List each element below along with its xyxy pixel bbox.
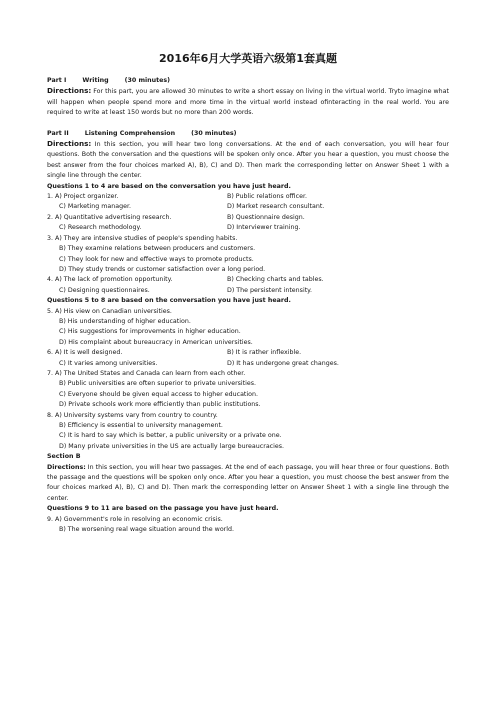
part2-name: Listening Comprehension [84,129,176,137]
choice: D) Interviewer training. [227,224,301,232]
question-9: 9. A) Government's role in resolving an economic crisis. [47,515,223,523]
question-7: 7. A) The United States and Canada can learn from each other. [47,369,246,377]
choice: B) Public relations officer. [227,193,307,201]
choice: B) Efficiency is essential to university management. [59,422,223,429]
choice: D) Many private universities in the US are actually large bureaucracies. [59,442,285,450]
question-1-cont [47,202,449,212]
question-2-cont [47,223,449,233]
choice: B) The worsening real wage situation around the world. [59,526,235,534]
part2-label: Part II [47,129,69,137]
choice: D) Market research consultant. [227,203,325,211]
choice: 2. A) Quantitative advertising research. [47,213,172,221]
choice: C) His suggestions for improvements in higher education. [59,328,241,336]
part2-directions [47,139,449,182]
part1-heading [47,76,449,86]
part2-heading [47,129,449,139]
choice: 4. A) The lack of promotion opportunity. [47,276,173,284]
part1-directions [47,86,449,118]
question-8: 8. A) University systems vary from country to country. [47,411,218,419]
choice: C) Research methodology. [59,224,142,232]
question-group-heading: Questions 9 to 11 are based on the passage you have just heard. [47,505,279,513]
part2-directions-label: Directions: [47,139,92,149]
choice: B) They examine relations between producers and customers. [59,245,256,253]
section-b-heading: Section B [47,453,81,461]
choice: C) Marketing manager. [59,203,131,211]
part2-directions-text: In this section, you will hear two long conversations. At the end of each conversation, you will hear four questions. Both the conversation and the questions will be spoken only once. After you hear a question, you must choose the best answer from the four choices marked A), B), C) and D). Then mark the corresponding letter on Answer Sheet 1 with a single line through the center. [47,141,449,180]
choice: C) Designing questionnaires. [59,286,150,294]
choice: C) It is hard to say which is better, a public university or a private one. [59,432,282,440]
section-b-directions-label: Directions: [47,463,86,471]
question-4-cont [47,286,449,296]
choice: B) It is rather inflexible. [227,349,302,357]
choice: 1. A) Project organizer. [47,193,119,201]
choice: B) Checking charts and tables. [227,276,324,284]
choice: B) Public universities are often superior to private universities. [59,380,257,388]
question-2 [47,213,449,223]
choice: D) They study trends or customer satisfaction over a long period. [59,265,266,273]
question-3: 3. A) They are intensive studies of people's spending habits. [47,234,238,242]
section-b-directions [47,463,449,505]
part1-directions-label: Directions: [47,86,92,96]
exam-page [47,50,449,535]
section-b-directions-text: In this section, you will hear two passages. At the end of each passage, you will hear three or four questions. Both the passage and the questions will be spoken only once. After you hear a question, you must choose the best answer from the four choices marked A), B), C) and D). Then mark the corresponding letter on Answer Sheet 1 with a single line through the center. [47,463,449,502]
choice: D) Private schools work more efficiently than public institutions. [59,401,261,409]
choice: D) The persistent intensity. [227,286,312,294]
choice: C) Everyone should be given equal access to higher education. [59,390,258,398]
part1-name: Writing [82,77,109,84]
choice: D) His complaint about bureaucracy in American universities. [59,338,253,346]
question-5: 5. A) His view on Canadian universities. [47,307,172,315]
choice: C) It varies among universities. [59,359,158,367]
part1-time: (30 minutes) [124,77,171,84]
question-1 [47,192,449,202]
page-title: 2016年6月大学英语六级第1套真题 [159,52,337,65]
question-6-cont [47,359,449,369]
question-4 [47,275,449,285]
question-group-heading: Questions 5 to 8 are based on the conversation you have just heard. [47,297,291,305]
choice: B) His understanding of higher education. [59,317,191,325]
choice: D) It has undergone great changes. [227,359,339,367]
part1-label: Part I [47,77,67,84]
choice: C) They look for new and effective ways to promote products. [59,255,254,263]
part1-directions-text: For this part, you are allowed 30 minutes to write a short essay on living in the virtual world. Tryto imagine what will happen when people spend more and more time in the virtual world instead ofinteracting in the real world. You are required to write at least 150 words but no more than 200 words. [47,88,449,117]
question-group-heading: Questions 1 to 4 are based on the conversation you have just heard. [47,182,291,190]
question-6 [47,348,449,358]
part2-time: (30 minutes) [191,129,237,137]
choice: 6. A) It is well designed. [47,349,123,357]
choice: B) Questionnaire design. [227,213,305,221]
